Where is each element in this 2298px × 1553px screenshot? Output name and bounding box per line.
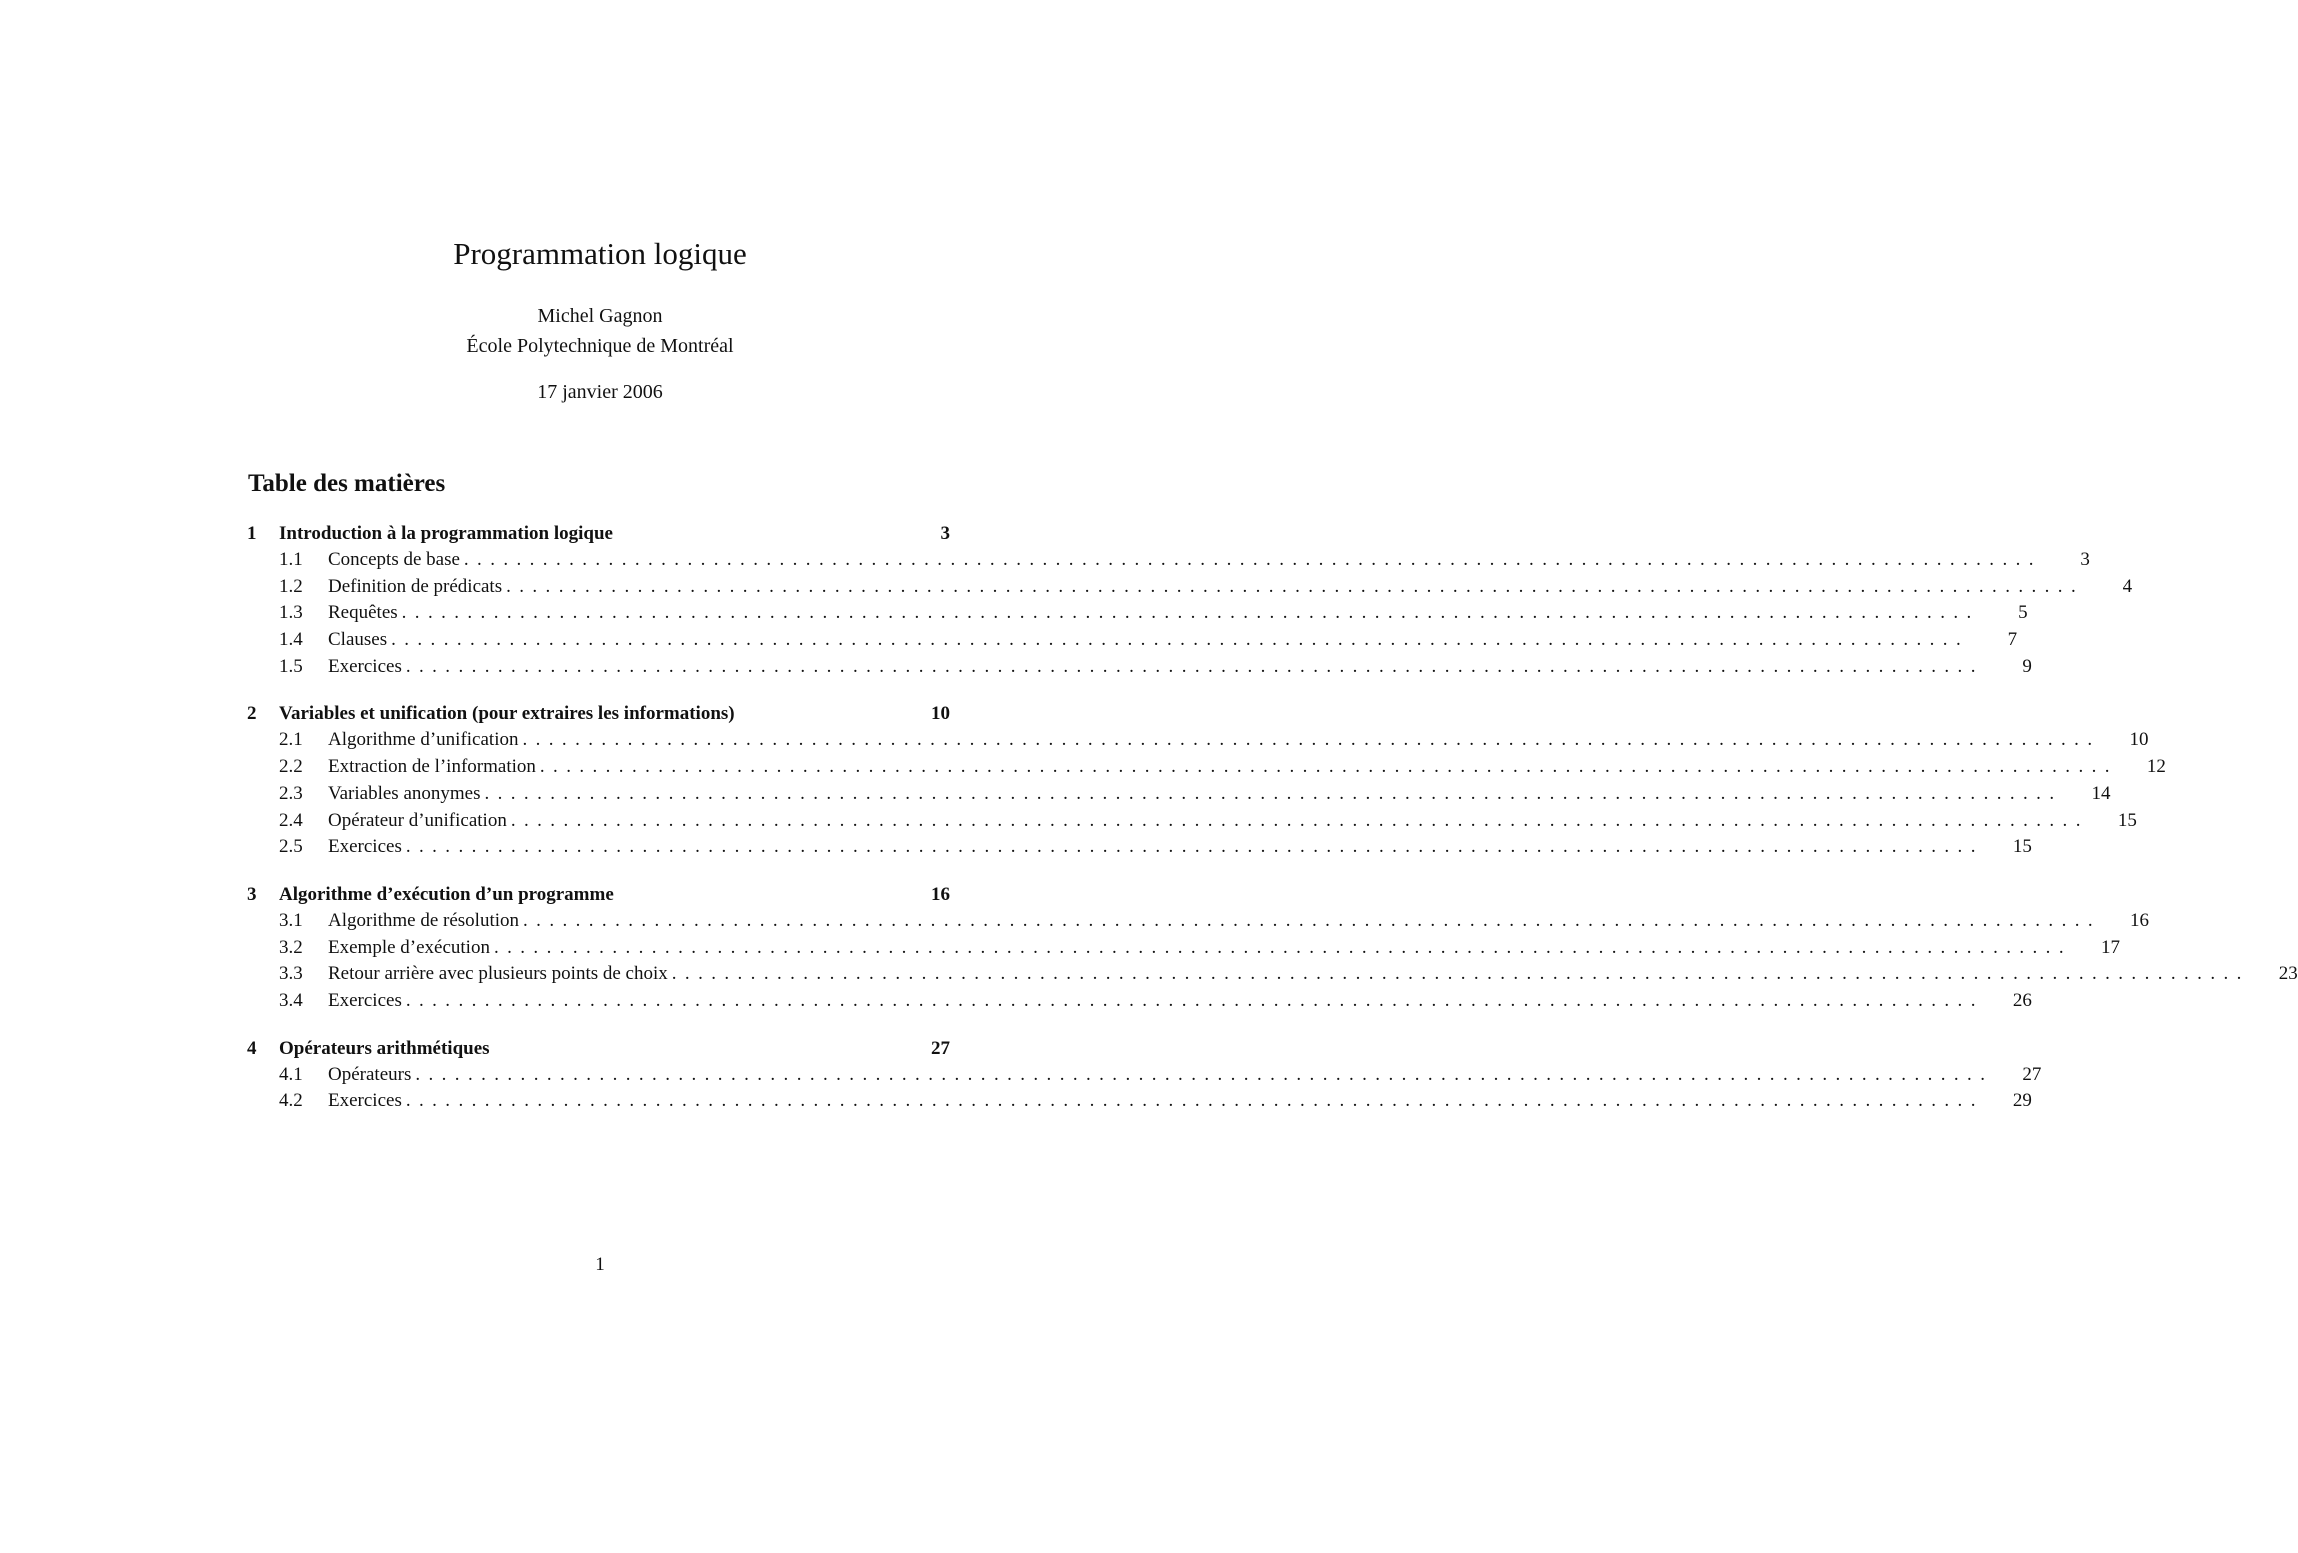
toc-subsection-title: Extraction de l’information (328, 756, 536, 778)
author-name: Michel Gagnon (537, 305, 663, 327)
toc-subsection-entry[interactable] (247, 908, 2150, 935)
toc-subsection-page: 17 (2100, 936, 2120, 958)
dot-leader: ........................................................................................................................ (539, 756, 2118, 778)
toc-subsection-page: 12 (2146, 756, 2166, 778)
toc-heading: Table des matières (248, 470, 446, 497)
toc-subsection-number: 2.1 (279, 729, 303, 751)
toc-subsection-title: Clauses (328, 629, 388, 651)
dot-leader: ........................................................................................................................ (405, 1090, 1984, 1112)
table-of-contents (247, 520, 2298, 1135)
toc-section-1 (247, 520, 2133, 680)
toc-subsection-entry[interactable] (247, 600, 2028, 627)
toc-subsection-title: Opérateurs (328, 1063, 412, 1085)
dot-leader: ........................................................................................................................ (401, 602, 1980, 624)
toc-subsection-entry[interactable] (247, 834, 2032, 861)
toc-subsection-page: 7 (2007, 629, 2018, 651)
toc-section-number: 4 (247, 1037, 257, 1059)
toc-subsection-title: Exercices (328, 1090, 402, 1112)
toc-subsection-title: Exercices (328, 836, 402, 858)
toc-section-entry[interactable] (247, 700, 950, 727)
toc-subsection-number: 3.2 (279, 936, 303, 958)
toc-section-page: 3 (940, 523, 950, 544)
toc-subsection-page: 9 (2022, 655, 2032, 677)
toc-subsection-entry[interactable] (247, 754, 2166, 781)
toc-subsection-page: 29 (2012, 1090, 2032, 1112)
toc-section-title: Opérateurs arithmétiques (279, 1037, 490, 1059)
toc-subsection-entry[interactable] (247, 808, 2137, 835)
dot-leader: ........................................................................................................................ (510, 809, 2089, 831)
toc-section-entry[interactable] (247, 881, 950, 908)
toc-subsection-page: 23 (2278, 963, 2298, 985)
toc-subsection-title: Algorithme de résolution (328, 909, 520, 931)
toc-subsection-page: 14 (2091, 782, 2111, 804)
toc-subsection-title: Requêtes (328, 602, 398, 624)
dot-leader: ........................................................................................................................ (463, 549, 2042, 570)
toc-section-entry[interactable] (247, 520, 950, 547)
toc-subsection-entry[interactable] (247, 547, 2090, 574)
toc-subsection-entry[interactable] (247, 654, 2032, 681)
toc-subsection-entry[interactable] (247, 1062, 2042, 1089)
toc-subsection-number: 1.2 (279, 575, 303, 597)
dot-leader: ........................................................................................................................ (405, 989, 1984, 1011)
toc-subsection-page: 15 (2012, 836, 2032, 858)
dot-leader: ........................................................................................................................ (493, 936, 2072, 958)
toc-section-title: Variables et unification (pour extraires les informations) (279, 703, 735, 725)
toc-section-title: Introduction à la programmation logique (279, 523, 613, 544)
toc-subsection-title: Exemple d’exécution (328, 936, 490, 958)
toc-subsection-page: 3 (2080, 549, 2090, 570)
toc-subsection-number: 1.1 (279, 549, 303, 570)
dot-leader: ........................................................................................................................ (405, 655, 1984, 677)
toc-subsection-number: 4.1 (279, 1063, 303, 1085)
toc-section-number: 3 (247, 883, 257, 905)
toc-section-3 (247, 881, 2298, 1015)
toc-subsection-title: Variables anonymes (328, 782, 481, 804)
toc-subsection-entry[interactable] (247, 1088, 2032, 1115)
toc-subsection-title: Exercices (328, 989, 402, 1011)
dot-leader: ........................................................................................................................ (391, 629, 1970, 651)
toc-section-2 (247, 700, 2166, 860)
toc-subsection-title: Definition de prédicats (328, 575, 503, 597)
toc-subsection-number: 3.3 (279, 963, 303, 985)
toc-subsection-entry[interactable] (247, 961, 2298, 988)
toc-subsection-number: 4.2 (279, 1090, 303, 1112)
toc-subsection-page: 26 (2012, 989, 2032, 1011)
toc-subsection-title: Concepts de base (328, 549, 460, 570)
toc-subsection-page: 16 (2130, 909, 2150, 931)
toc-subsection-number: 3.4 (279, 989, 303, 1011)
dot-leader: ........................................................................................................................ (415, 1063, 1994, 1085)
dot-leader: ........................................................................................................................ (671, 963, 2250, 985)
toc-section-number: 2 (247, 703, 257, 725)
document-date: 17 janvier 2006 (537, 381, 663, 403)
dot-leader: ........................................................................................................................ (506, 575, 2085, 597)
dot-leader: ........................................................................................................................ (523, 909, 2102, 931)
toc-section-page: 10 (931, 703, 950, 725)
toc-subsection-entry[interactable] (247, 627, 2018, 654)
toc-subsection-page: 4 (2122, 575, 2133, 597)
toc-subsection-number: 1.4 (279, 629, 303, 651)
toc-subsection-page: 27 (2022, 1063, 2042, 1085)
toc-subsection-entry[interactable] (247, 781, 2111, 808)
toc-subsection-page: 5 (2018, 602, 2028, 624)
toc-subsection-number: 1.3 (279, 602, 303, 624)
toc-section-4 (247, 1035, 2042, 1115)
toc-subsection-number: 2.5 (279, 836, 303, 858)
toc-subsection-number: 3.1 (279, 909, 303, 931)
toc-section-number: 1 (247, 523, 257, 544)
toc-subsection-entry[interactable] (247, 935, 2120, 962)
toc-subsection-page: 15 (2117, 809, 2137, 831)
toc-subsection-title: Exercices (328, 655, 402, 677)
toc-subsection-title: Algorithme d’unification (328, 729, 519, 751)
page-number: 1 (595, 1254, 605, 1275)
toc-subsection-number: 1.5 (279, 655, 303, 677)
toc-section-page: 27 (931, 1037, 950, 1059)
toc-subsection-number: 2.2 (279, 756, 303, 778)
document-title: Programmation logique (453, 236, 747, 271)
author-affiliation: École Polytechnique de Montréal (466, 335, 734, 357)
toc-subsection-title: Opérateur d’unification (328, 809, 507, 831)
dot-leader: ........................................................................................................................ (405, 836, 1984, 858)
toc-subsection-title: Retour arrière avec plusieurs points de choix (328, 963, 668, 985)
toc-subsection-number: 2.3 (279, 782, 303, 804)
dot-leader: ........................................................................................................................ (522, 729, 2101, 751)
toc-subsection-entry[interactable] (247, 727, 2149, 754)
toc-subsection-number: 2.4 (279, 809, 303, 831)
toc-subsection-page: 10 (2129, 729, 2149, 751)
toc-subsection-entry[interactable] (247, 988, 2032, 1015)
toc-section-title: Algorithme d’exécution d’un programme (279, 883, 614, 905)
dot-leader: ........................................................................................................................ (484, 782, 2063, 804)
toc-section-page: 16 (931, 883, 950, 905)
toc-section-entry[interactable] (247, 1035, 950, 1062)
toc-subsection-entry[interactable] (247, 574, 2133, 601)
